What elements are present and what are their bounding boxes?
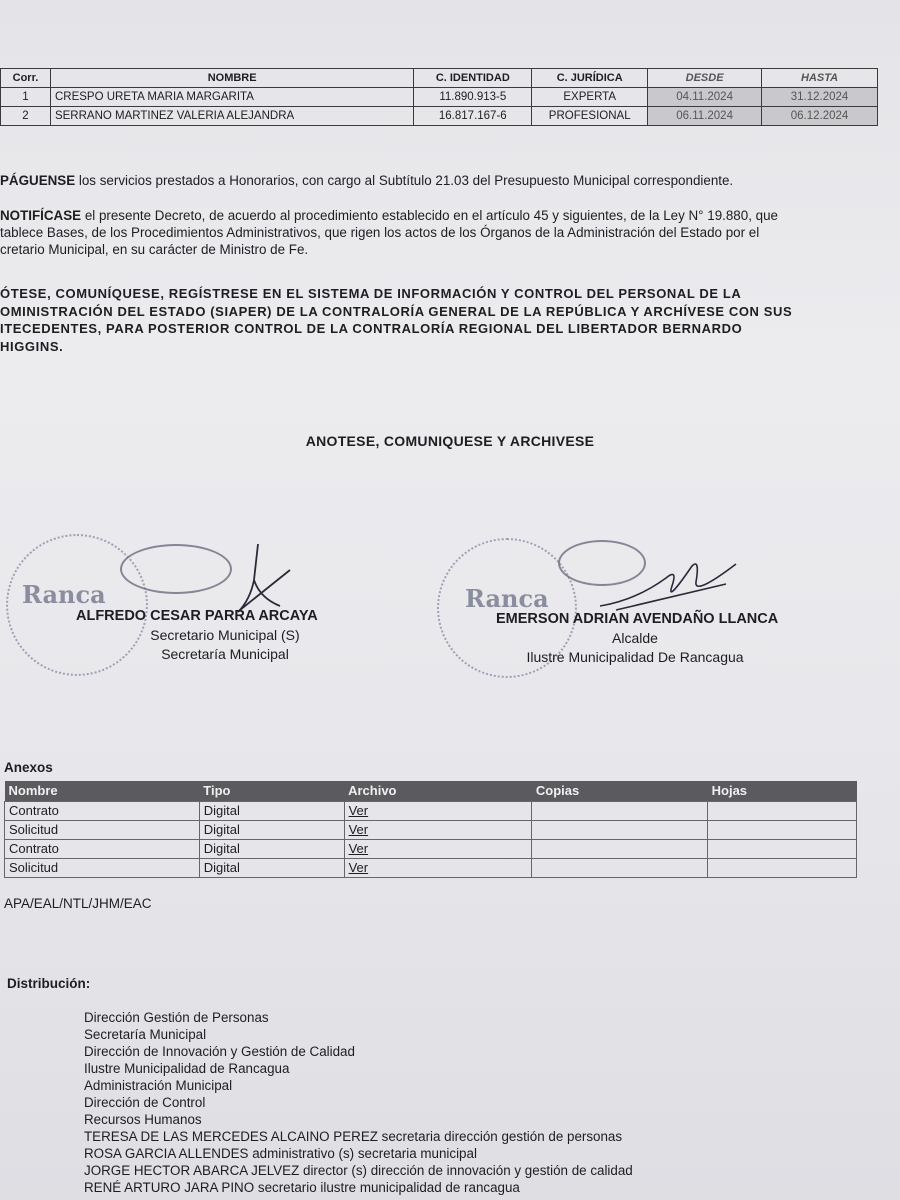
cell-juridica: EXPERTA (532, 88, 648, 107)
reference-codes: APA/EAL/NTL/JHM/EAC (4, 896, 152, 911)
list-item: Ilustre Municipalidad de Rancagua (84, 1061, 290, 1076)
distribution-label: Distribución: (7, 976, 91, 991)
annexes-label: Anexos (4, 760, 53, 775)
annex-col-archivo: Archivo (344, 781, 532, 801)
closing-title: ANOTESE, COMUNIQUESE Y ARCHIVESE (305, 433, 595, 449)
list-item: ROSA GARCIA ALLENDES administrativo (s) secretaria municipal (84, 1146, 477, 1161)
cell-corr: 1 (1, 88, 51, 107)
list-item: Recursos Humanos (84, 1112, 202, 1127)
signatory-left-role: Secretario Municipal (S) (150, 627, 300, 643)
list-item: Secretaría Municipal (84, 1027, 207, 1042)
signature-right (596, 556, 746, 616)
annex-copias (532, 839, 708, 858)
list-item: RENÉ ARTURO JARA PINO secretario ilustre municipalidad de rancagua (84, 1180, 520, 1195)
personnel-table-header (1, 69, 878, 88)
cell-juridica: PROFESIONAL (532, 107, 648, 126)
municipal-seal-left (120, 544, 232, 594)
view-file-link[interactable]: Ver (348, 822, 369, 837)
col-nombre: NOMBRE (50, 69, 413, 88)
notificase-line-2: tablece Bases, de los Procedimientos Administrativos, que rigen los actos de los Órganos de la Administración del Estado por el (0, 225, 760, 240)
annex-copias (532, 801, 708, 820)
list-item: TERESA DE LAS MERCEDES ALCAINO PEREZ secretaria dirección gestión de personas (84, 1129, 623, 1144)
annex-hojas (708, 801, 857, 820)
table-row (5, 820, 857, 839)
table-row (1, 107, 878, 126)
rancagua-logo-right: Ranca (465, 584, 549, 613)
annex-tipo: Digital (199, 801, 344, 820)
notificase-paragraph (0, 207, 890, 258)
paguense-lead: PÁGUENSE (0, 173, 76, 188)
cell-hasta: 31.12.2024 (762, 88, 878, 107)
signatory-left-dept: Secretaría Municipal (161, 646, 289, 662)
table-row (5, 839, 857, 858)
annex-nombre: Contrato (5, 839, 200, 858)
view-file-link[interactable]: Ver (348, 860, 369, 875)
annex-col-copias: Copias (532, 781, 708, 801)
view-file-link[interactable]: Ver (348, 803, 369, 818)
annex-col-nombre: Nombre (5, 781, 200, 801)
col-hasta: HASTA (762, 69, 878, 88)
signatory-right-role: Alcalde (612, 630, 658, 646)
signatory-right-dept: Ilustre Municipalidad De Rancagua (526, 649, 744, 665)
anotese-line-3: ITECEDENTES, PARA POSTERIOR CONTROL DE LA CONTRALORÍA REGIONAL DEL LIBERTADOR BERNARDO (0, 321, 743, 336)
list-item: JORGE HECTOR ABARCA JELVEZ director (s) dirección de innovación y gestión de calidad (84, 1163, 633, 1178)
cell-nombre: CRESPO URETA MARIA MARGARITA (50, 88, 413, 107)
col-identidad: C. IDENTIDAD (414, 69, 532, 88)
notificase-line-1: el presente Decreto, de acuerdo al procedimiento establecido en el artículo 45 y siguientes, de la Ley N° 19.880, que (81, 208, 778, 223)
list-item: Dirección de Control (84, 1095, 206, 1110)
annex-col-tipo: Tipo (199, 781, 344, 801)
table-row (5, 801, 857, 820)
cell-nombre: SERRANO MARTINEZ VALERIA ALEJANDRA (50, 107, 413, 126)
anotese-paragraph (0, 285, 890, 355)
annex-nombre: Solicitud (5, 858, 200, 877)
notificase-lead: NOTIFÍCASE (0, 208, 82, 223)
col-corr: Corr. (1, 69, 51, 88)
list-item: Dirección Gestión de Personas (84, 1010, 269, 1025)
annex-col-hojas: Hojas (708, 781, 857, 801)
annex-hojas (708, 839, 857, 858)
annex-nombre: Contrato (5, 801, 200, 820)
annex-tipo: Digital (199, 839, 344, 858)
annex-archivo-cell (344, 820, 532, 839)
annex-nombre: Solicitud (5, 820, 200, 839)
anotese-line-2: OMINISTRACIÓN DEL ESTADO (SIAPER) DE LA CONTRALORÍA GENERAL DE LA REPÚBLICA Y ARCHÍVESE CON SUS (0, 303, 793, 319)
signatory-left-name: ALFREDO CESAR PARRA ARCAYA (76, 608, 318, 624)
cell-identidad: 11.890.913-5 (414, 88, 532, 107)
list-item: Administración Municipal (84, 1078, 233, 1093)
col-juridica: C. JURÍDICA (532, 69, 648, 88)
cell-desde: 04.11.2024 (648, 88, 762, 107)
signatory-right-name: EMERSON ADRIAN AVENDAÑO LLANCA (496, 611, 779, 627)
col-desde: DESDE (648, 69, 762, 88)
cell-identidad: 16.817.167-6 (414, 107, 532, 126)
list-item: Dirección de Innovación y Gestión de Calidad (84, 1044, 355, 1059)
paguense-paragraph (0, 172, 890, 189)
annex-archivo-cell (344, 858, 532, 877)
view-file-link[interactable]: Ver (348, 841, 369, 856)
table-row (5, 858, 857, 877)
cell-desde: 06.11.2024 (648, 107, 762, 126)
annex-tipo: Digital (199, 820, 344, 839)
annexes-table (4, 781, 857, 878)
annex-tipo: Digital (199, 858, 344, 877)
cell-hasta: 06.12.2024 (762, 107, 878, 126)
annex-archivo-cell (344, 801, 532, 820)
annex-copias (532, 858, 708, 877)
anotese-line-4: HIGGINS. (0, 338, 64, 354)
rancagua-logo-left: Ranca (22, 580, 106, 609)
annex-hojas (708, 820, 857, 839)
annex-copias (532, 820, 708, 839)
notificase-line-3: cretario Municipal, en su carácter de Ministro de Fe. (0, 242, 309, 257)
anotese-line-1: ÓTESE, COMUNÍQUESE, REGÍSTRESE EN EL SISTEMA DE INFORMACIÓN Y CONTROL DEL PERSONAL DE LA (0, 286, 742, 301)
annex-hojas (708, 858, 857, 877)
cell-corr: 2 (1, 107, 51, 126)
paguense-text: los servicios prestados a Honorarios, con cargo al Subtítulo 21.03 del Presupuesto Municipal correspondiente. (75, 173, 734, 188)
table-row (1, 88, 878, 107)
distribution-list (84, 1009, 633, 1196)
personnel-table (0, 68, 878, 126)
annex-archivo-cell (344, 839, 532, 858)
annexes-header (5, 781, 857, 801)
